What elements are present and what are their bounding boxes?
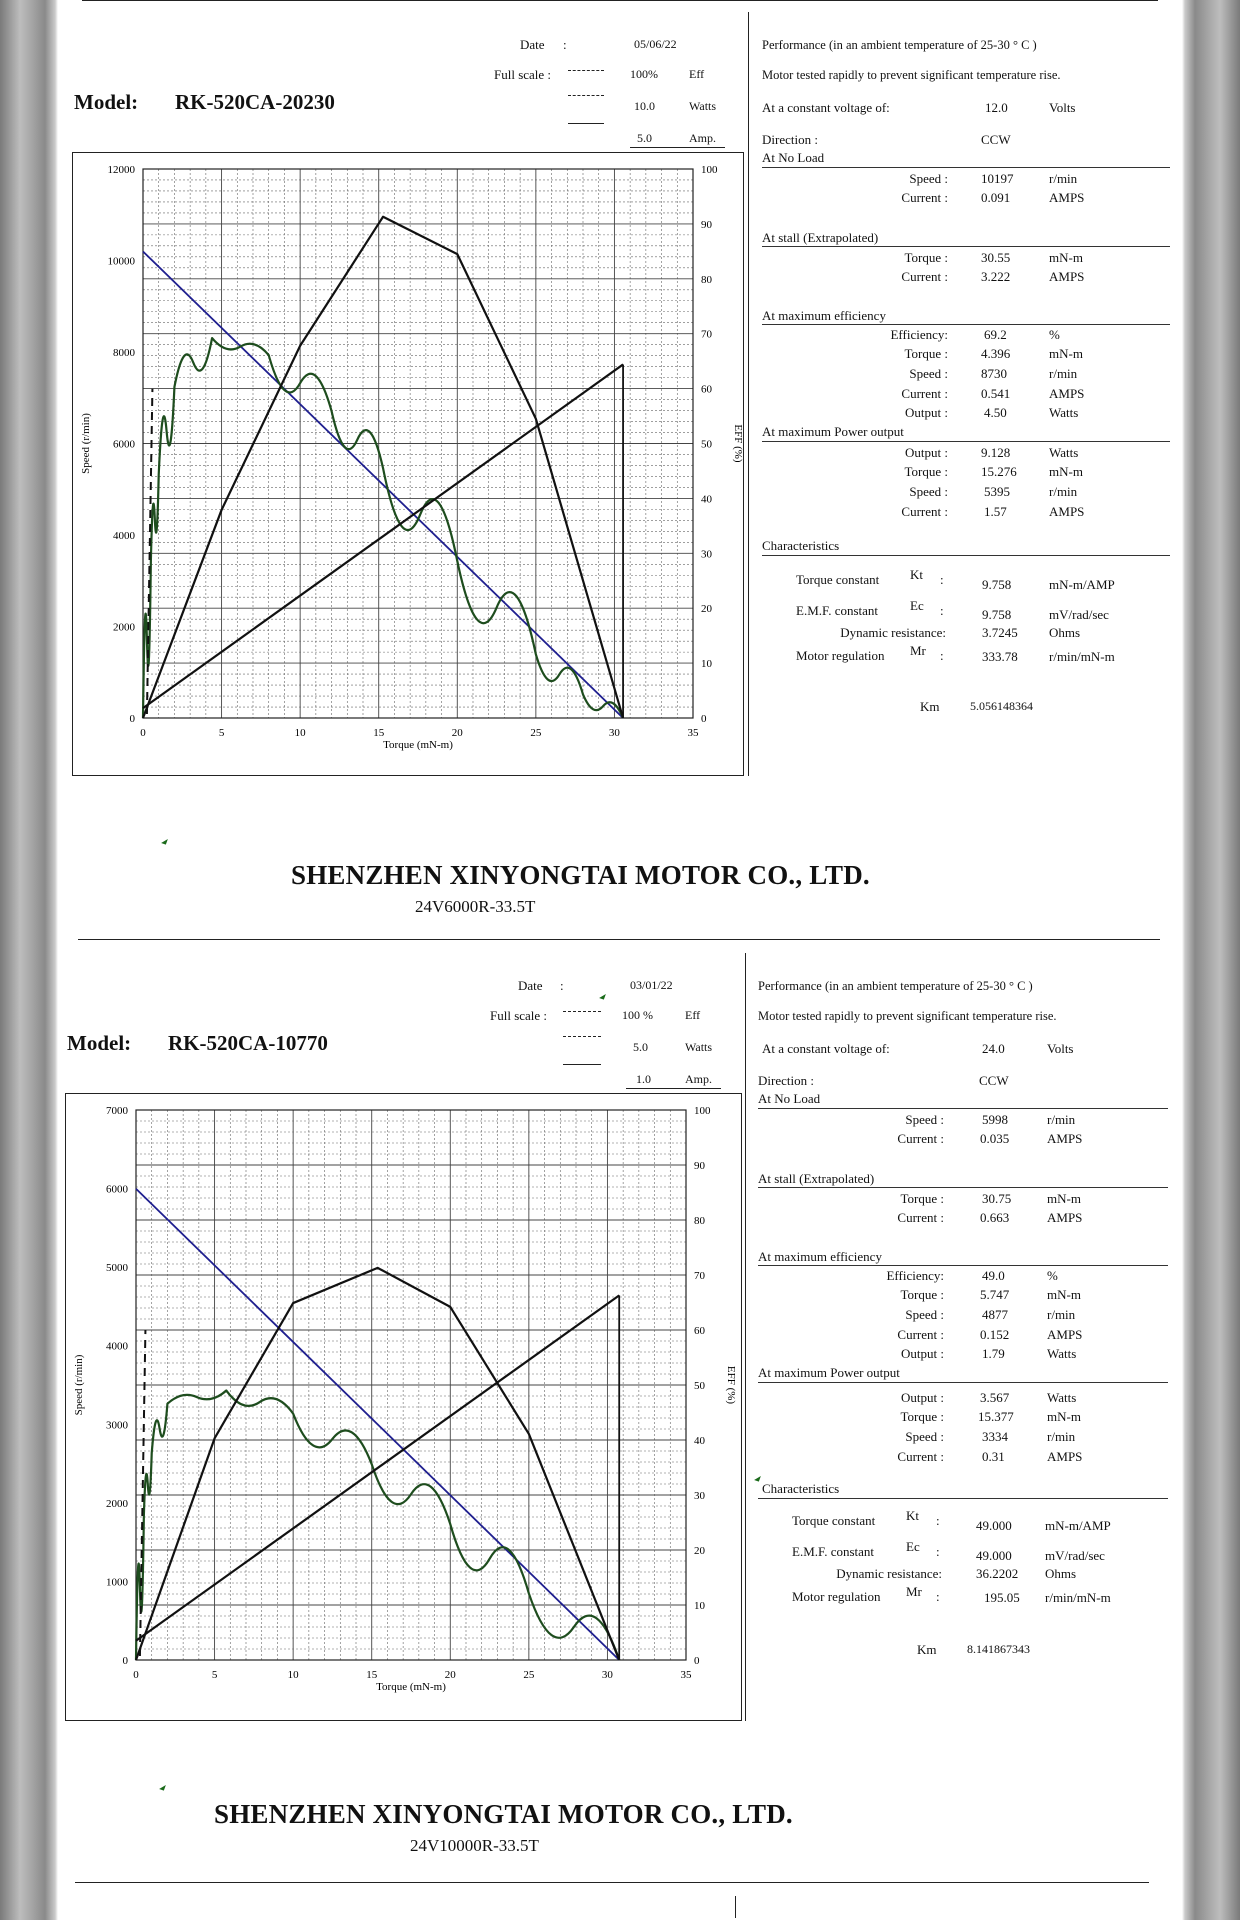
section-max-efficiency: At maximum efficiency — [762, 308, 886, 323]
dr-label: Dynamic resistance: — [840, 625, 946, 640]
dr-label: Dynamic resistance: — [836, 1566, 942, 1581]
maxpow-torque-label: Torque : — [904, 464, 948, 479]
direction-value: CCW — [979, 1073, 1009, 1088]
stall-current-label: Current : — [897, 1210, 944, 1225]
y-tick-label: 6000 — [106, 1183, 128, 1196]
stall-torque-label: Torque : — [900, 1191, 944, 1206]
y-tick-label: 1000 — [106, 1576, 128, 1589]
dr-value: 3.7245 — [982, 625, 1018, 640]
y-tick-label: 7000 — [106, 1105, 128, 1117]
kt-value: 9.758 — [982, 577, 1012, 592]
maxpow-speed-value: 5395 — [984, 484, 1010, 499]
maxeff-speed-value: 8730 — [981, 366, 1007, 381]
speed-line — [143, 251, 623, 718]
y2-tick-label: 30 — [694, 1490, 705, 1502]
efficiency-curve — [136, 1391, 619, 1661]
voltage-unit: Volts — [1047, 1041, 1074, 1056]
maxpow-output-label: Output : — [905, 445, 948, 460]
kt-symbol: Kt — [910, 567, 923, 582]
y2-tick-label: 70 — [701, 328, 712, 341]
watts-legend-dashed — [563, 1036, 601, 1037]
section-stall: At stall (Extrapolated) — [762, 230, 879, 245]
noload-speed-value: 5998 — [982, 1112, 1008, 1127]
dr-value: 36.2202 — [976, 1566, 1019, 1581]
kt-unit: mN-m/AMP — [1045, 1518, 1111, 1533]
stall-current-unit: AMPS — [1049, 269, 1085, 284]
maxpow-torque-value: 15.377 — [978, 1409, 1014, 1424]
stall-torque-label: Torque : — [904, 250, 948, 265]
y-tick-label: 2000 — [106, 1497, 128, 1510]
y2-tick-label: 10 — [694, 1600, 705, 1612]
maxeff-output-unit: Watts — [1049, 405, 1079, 420]
kt-colon: : — [940, 572, 944, 587]
product-code: 24V10000R-33.5T — [410, 1836, 539, 1855]
maxeff-current-value: 0.541 — [981, 386, 1011, 401]
stray-mark — [161, 837, 168, 844]
chart-box — [65, 1093, 742, 1721]
current-line — [143, 364, 623, 708]
noload-speed-label: Speed : — [905, 1112, 944, 1127]
y-tick-label: 2000 — [113, 621, 135, 634]
noload-current-label: Current : — [897, 1131, 944, 1146]
maxeff-output-value: 1.79 — [982, 1346, 1005, 1361]
full-scale-label: Full scale : — [494, 67, 552, 82]
mr-symbol: Mr — [910, 643, 926, 658]
scale-eff-unit: Eff — [689, 67, 705, 81]
x-tick-label: 15 — [373, 727, 385, 739]
maxpow-speed-label: Speed : — [909, 484, 948, 499]
y2-tick-label: 50 — [694, 1380, 705, 1392]
y-tick-label: 10000 — [107, 255, 135, 268]
scale-watts: 10.0 — [634, 99, 655, 113]
scale-amp-unit: Amp. — [689, 131, 716, 145]
mr-colon: : — [936, 1589, 940, 1604]
y-tick-label: 6000 — [113, 438, 135, 451]
maxeff-current-label: Current : — [901, 386, 948, 401]
section-no-load: At No Load — [758, 1091, 821, 1106]
section-rule — [758, 1265, 1168, 1266]
eff-legend-dashdot — [563, 1011, 601, 1012]
y2-tick-label: 0 — [694, 1655, 700, 1667]
stall-current-label: Current : — [901, 269, 948, 284]
model-number: RK-520CA-20230 — [175, 90, 335, 114]
ec-unit: mV/rad/sec — [1045, 1548, 1105, 1563]
maxeff-torque-label: Torque : — [904, 346, 948, 361]
x-tick-label: 15 — [366, 1669, 378, 1681]
ec-symbol: Ec — [910, 598, 924, 613]
section-stall: At stall (Extrapolated) — [758, 1171, 875, 1186]
noload-speed-unit: r/min — [1047, 1112, 1076, 1127]
kt-label: Torque constant — [792, 1513, 876, 1528]
x-tick-label: 25 — [523, 1669, 535, 1681]
stall-torque-value: 30.75 — [982, 1191, 1012, 1206]
y-axis-label: Speed (r/min) — [73, 1354, 85, 1416]
y-tick-label: 8000 — [113, 347, 135, 359]
section-rule — [762, 324, 1170, 325]
noload-speed-value: 10197 — [981, 171, 1014, 186]
maxeff-current-unit: AMPS — [1047, 1327, 1083, 1342]
noload-current-label: Current : — [901, 190, 948, 205]
y2-tick-label: 50 — [701, 438, 712, 451]
x-tick-label: 30 — [601, 1669, 613, 1681]
motor-chart — [66, 1094, 743, 1722]
maxeff-speed-label: Speed : — [905, 1307, 944, 1322]
y-tick-label: 12000 — [107, 164, 135, 176]
y2-tick-label: 80 — [694, 1215, 705, 1227]
y-axis-label: Speed (r/min) — [80, 413, 92, 474]
y2-tick-label: 30 — [701, 548, 712, 561]
stray-mark — [754, 1474, 761, 1481]
section-max-efficiency: At maximum efficiency — [758, 1249, 882, 1264]
perf-intro: Performance (in an ambient temperature of 25-30 ° C ) — [762, 38, 1037, 52]
ec-value: 9.758 — [982, 607, 1012, 622]
amp-underline — [630, 147, 725, 148]
dr-unit: Ohms — [1045, 1566, 1077, 1581]
y2-tick-label: 70 — [694, 1270, 705, 1282]
y2-tick-label: 80 — [701, 273, 712, 286]
x-tick-label: 35 — [680, 1669, 692, 1681]
section-rule — [758, 1382, 1168, 1383]
maxpow-speed-unit: r/min — [1047, 1429, 1076, 1444]
stall-current-value: 3.222 — [981, 269, 1011, 284]
maxpow-torque-unit: mN-m — [1049, 464, 1083, 479]
maxeff-speed-unit: r/min — [1047, 1307, 1076, 1322]
date-label: Date — [518, 978, 543, 993]
section-rule — [762, 555, 1170, 556]
model-label: Model: — [74, 90, 139, 114]
noload-current-value: 0.091 — [981, 190, 1011, 205]
section-rule — [762, 246, 1170, 247]
kt-unit: mN-m/AMP — [1049, 577, 1115, 592]
stray-mark — [159, 1783, 166, 1790]
noload-current-value: 0.035 — [980, 1131, 1010, 1146]
maxpow-current-value: 1.57 — [984, 504, 1007, 519]
maxeff-output-label: Output : — [901, 1346, 944, 1361]
maxeff-torque-label: Torque : — [900, 1287, 944, 1302]
y-tick-label: 0 — [122, 1655, 128, 1667]
x-tick-label: 10 — [287, 1669, 299, 1681]
voltage-label: At a constant voltage of: — [762, 1041, 890, 1056]
maxeff-eff-unit: % — [1049, 327, 1060, 342]
voltage-label: At a constant voltage of: — [762, 100, 890, 115]
maxpow-current-label: Current : — [901, 504, 948, 519]
perf-intro-2: Motor tested rapidly to prevent significant temperature rise. — [762, 68, 1061, 82]
top-rule — [82, 0, 1158, 1]
x-tick-label: 5 — [218, 727, 225, 739]
section-rule — [758, 1187, 1168, 1188]
mr-value: 333.78 — [982, 649, 1018, 664]
y2-tick-label: 0 — [701, 713, 707, 725]
maxeff-output-unit: Watts — [1047, 1346, 1077, 1361]
ec-unit: mV/rad/sec — [1049, 607, 1109, 622]
kt-label: Torque constant — [796, 572, 880, 587]
amp-legend-solid — [568, 123, 604, 124]
maxpow-torque-label: Torque : — [900, 1409, 944, 1424]
x-tick-label: 0 — [133, 1669, 139, 1681]
date-label: Date — [520, 37, 545, 52]
maxeff-eff-unit: % — [1047, 1268, 1058, 1283]
direction-value: CCW — [981, 132, 1011, 147]
x-tick-label: 35 — [687, 727, 699, 739]
x-tick-label: 20 — [444, 1669, 456, 1681]
stall-torque-unit: mN-m — [1047, 1191, 1081, 1206]
maxpow-torque-unit: mN-m — [1047, 1409, 1081, 1424]
y2-axis-label: EFF (%) — [732, 424, 744, 463]
column-divider-stub — [735, 1896, 736, 1918]
amp-underline — [626, 1088, 721, 1089]
mr-symbol: Mr — [906, 1584, 922, 1599]
maxeff-eff-value: 49.0 — [982, 1268, 1005, 1283]
mr-label: Motor regulation — [792, 1589, 881, 1604]
km-label: Km — [920, 699, 940, 714]
maxeff-eff-label: Efficiency: — [886, 1268, 944, 1283]
amp-legend-solid — [563, 1064, 601, 1065]
scale-amp-unit: Amp. — [685, 1072, 712, 1086]
y-tick-label: 3000 — [106, 1419, 128, 1432]
ec-label: E.M.F. constant — [792, 1544, 875, 1559]
y-tick-label: 4000 — [113, 530, 135, 542]
scale-eff: 100% — [630, 67, 658, 81]
stall-torque-value: 30.55 — [981, 250, 1011, 265]
x-axis-label: Torque (mN-m) — [383, 739, 453, 751]
voltage-value: 24.0 — [982, 1041, 1005, 1056]
footer-rule — [75, 1882, 1149, 1883]
x-axis-label: Torque (mN-m) — [376, 1681, 446, 1693]
maxpow-output-unit: Watts — [1047, 1390, 1077, 1405]
stall-current-unit: AMPS — [1047, 1210, 1083, 1225]
y2-tick-label: 10 — [701, 658, 712, 671]
sheet-1 — [0, 0, 1240, 940]
maxpow-current-value: 0.31 — [982, 1449, 1005, 1464]
maxpow-speed-label: Speed : — [905, 1429, 944, 1444]
maxeff-speed-unit: r/min — [1049, 366, 1078, 381]
maxeff-output-label: Output : — [905, 405, 948, 420]
maxeff-speed-value: 4877 — [982, 1307, 1008, 1322]
maxpow-current-unit: AMPS — [1049, 504, 1085, 519]
date-colon: : — [560, 978, 564, 993]
y2-tick-label: 60 — [701, 383, 712, 396]
y2-tick-label: 90 — [694, 1160, 705, 1172]
section-characteristics: Characteristics — [762, 1481, 840, 1496]
y-tick-label: 4000 — [106, 1340, 128, 1353]
mr-label: Motor regulation — [796, 648, 885, 663]
y-tick-label: 0 — [129, 713, 135, 725]
scale-watts-unit: Watts — [685, 1040, 713, 1054]
scale-watts-unit: Watts — [689, 99, 717, 113]
y2-tick-label: 40 — [694, 1435, 705, 1447]
chart-box — [72, 152, 744, 776]
mr-colon: : — [940, 648, 944, 663]
maxpow-speed-unit: r/min — [1049, 484, 1078, 499]
date-value: 05/06/22 — [634, 37, 677, 51]
company-name: SHENZHEN XINYONGTAI MOTOR CO., LTD. — [214, 1799, 793, 1829]
scale-amp: 5.0 — [637, 131, 652, 145]
section-rule — [762, 167, 1170, 168]
maxpow-output-value: 3.567 — [980, 1390, 1010, 1405]
scale-watts: 5.0 — [633, 1040, 648, 1054]
y2-tick-label: 60 — [694, 1325, 705, 1337]
full-scale-label: Full scale : — [490, 1008, 548, 1023]
scale-eff: 100 % — [622, 1008, 653, 1022]
maxpow-output-label: Output : — [901, 1390, 944, 1405]
model-number: RK-520CA-10770 — [168, 1031, 328, 1055]
maxeff-torque-unit: mN-m — [1047, 1287, 1081, 1302]
maxeff-torque-unit: mN-m — [1049, 346, 1083, 361]
ec-colon: : — [936, 1544, 940, 1559]
km-value: 8.141867343 — [967, 1642, 1030, 1656]
noload-current-unit: AMPS — [1049, 190, 1085, 205]
x-tick-label: 25 — [530, 727, 542, 739]
maxeff-torque-value: 4.396 — [981, 346, 1011, 361]
y2-tick-label: 20 — [701, 603, 712, 616]
watts-legend-dashed — [568, 95, 604, 96]
direction-label: Direction : — [762, 132, 818, 147]
section-rule — [758, 1108, 1168, 1109]
noload-speed-unit: r/min — [1049, 171, 1078, 186]
voltage-value: 12.0 — [985, 100, 1008, 115]
ec-value: 49.000 — [976, 1548, 1012, 1563]
section-rule — [762, 441, 1170, 442]
kt-value: 49.000 — [976, 1518, 1012, 1533]
maxeff-current-value: 0.152 — [980, 1327, 1010, 1342]
maxpow-torque-value: 15.276 — [981, 464, 1017, 479]
maxeff-torque-value: 5.747 — [980, 1287, 1010, 1302]
maxeff-output-value: 4.50 — [984, 405, 1007, 420]
maxpow-output-value: 9.128 — [981, 445, 1011, 460]
company-name: SHENZHEN XINYONGTAI MOTOR CO., LTD. — [291, 860, 870, 890]
scale-amp: 1.0 — [636, 1072, 651, 1086]
footer-rule — [78, 939, 1160, 940]
stall-current-value: 0.663 — [980, 1210, 1010, 1225]
stall-torque-unit: mN-m — [1049, 250, 1083, 265]
section-no-load: At No Load — [762, 150, 825, 165]
column-divider — [745, 953, 746, 1721]
noload-current-unit: AMPS — [1047, 1131, 1083, 1146]
y2-tick-label: 90 — [701, 218, 712, 231]
date-colon: : — [563, 37, 567, 52]
sheet-2 — [0, 941, 1240, 1920]
noload-speed-label: Speed : — [909, 171, 948, 186]
maxeff-current-unit: AMPS — [1049, 386, 1085, 401]
x-tick-label: 30 — [608, 727, 620, 739]
km-value: 5.056148364 — [970, 699, 1033, 713]
scale-eff-unit: Eff — [685, 1008, 701, 1022]
maxpow-speed-value: 3334 — [982, 1429, 1008, 1444]
eff-legend-dashdot — [568, 70, 604, 71]
x-tick-label: 10 — [294, 727, 306, 739]
output-curve — [136, 1268, 619, 1660]
maxpow-current-unit: AMPS — [1047, 1449, 1083, 1464]
maxeff-eff-value: 69.2 — [984, 327, 1007, 342]
km-label: Km — [917, 1642, 937, 1657]
section-rule — [758, 1498, 1168, 1499]
section-characteristics: Characteristics — [762, 538, 840, 553]
mr-unit: r/min/mN-m — [1045, 1590, 1111, 1605]
date-value: 03/01/22 — [630, 978, 673, 992]
direction-label: Direction : — [758, 1073, 814, 1088]
maxeff-eff-label: Efficiency: — [890, 327, 948, 342]
maxpow-output-unit: Watts — [1049, 445, 1079, 460]
x-tick-label: 0 — [140, 727, 146, 739]
dr-unit: Ohms — [1049, 625, 1081, 640]
y2-tick-label: 40 — [701, 493, 712, 506]
model-label: Model: — [67, 1031, 132, 1055]
y2-tick-label: 20 — [694, 1545, 705, 1557]
ec-label: E.M.F. constant — [796, 603, 879, 618]
y2-axis-label: EFF (%) — [725, 1365, 737, 1405]
product-code: 24V6000R-33.5T — [415, 897, 536, 916]
y-tick-label: 5000 — [106, 1262, 128, 1275]
column-divider — [748, 12, 749, 776]
x-tick-label: 5 — [211, 1669, 218, 1681]
mr-unit: r/min/mN-m — [1049, 649, 1115, 664]
x-tick-label: 20 — [451, 727, 463, 739]
ec-symbol: Ec — [906, 1539, 920, 1554]
perf-intro: Performance (in an ambient temperature of 25-30 ° C ) — [758, 979, 1033, 993]
section-max-power: At maximum Power output — [758, 1365, 900, 1380]
maxeff-speed-label: Speed : — [909, 366, 948, 381]
perf-intro-2: Motor tested rapidly to prevent significant temperature rise. — [758, 1009, 1057, 1023]
mr-value: 195.05 — [984, 1590, 1020, 1605]
voltage-unit: Volts — [1049, 100, 1076, 115]
maxeff-current-label: Current : — [897, 1327, 944, 1342]
y2-tick-label: 100 — [701, 164, 718, 176]
kt-colon: : — [936, 1513, 940, 1528]
section-max-power: At maximum Power output — [762, 424, 904, 439]
ec-colon: : — [940, 603, 944, 618]
stray-mark — [599, 992, 606, 999]
y2-tick-label: 100 — [694, 1105, 711, 1117]
motor-chart — [73, 153, 745, 777]
maxpow-current-label: Current : — [897, 1449, 944, 1464]
kt-symbol: Kt — [906, 1508, 919, 1523]
